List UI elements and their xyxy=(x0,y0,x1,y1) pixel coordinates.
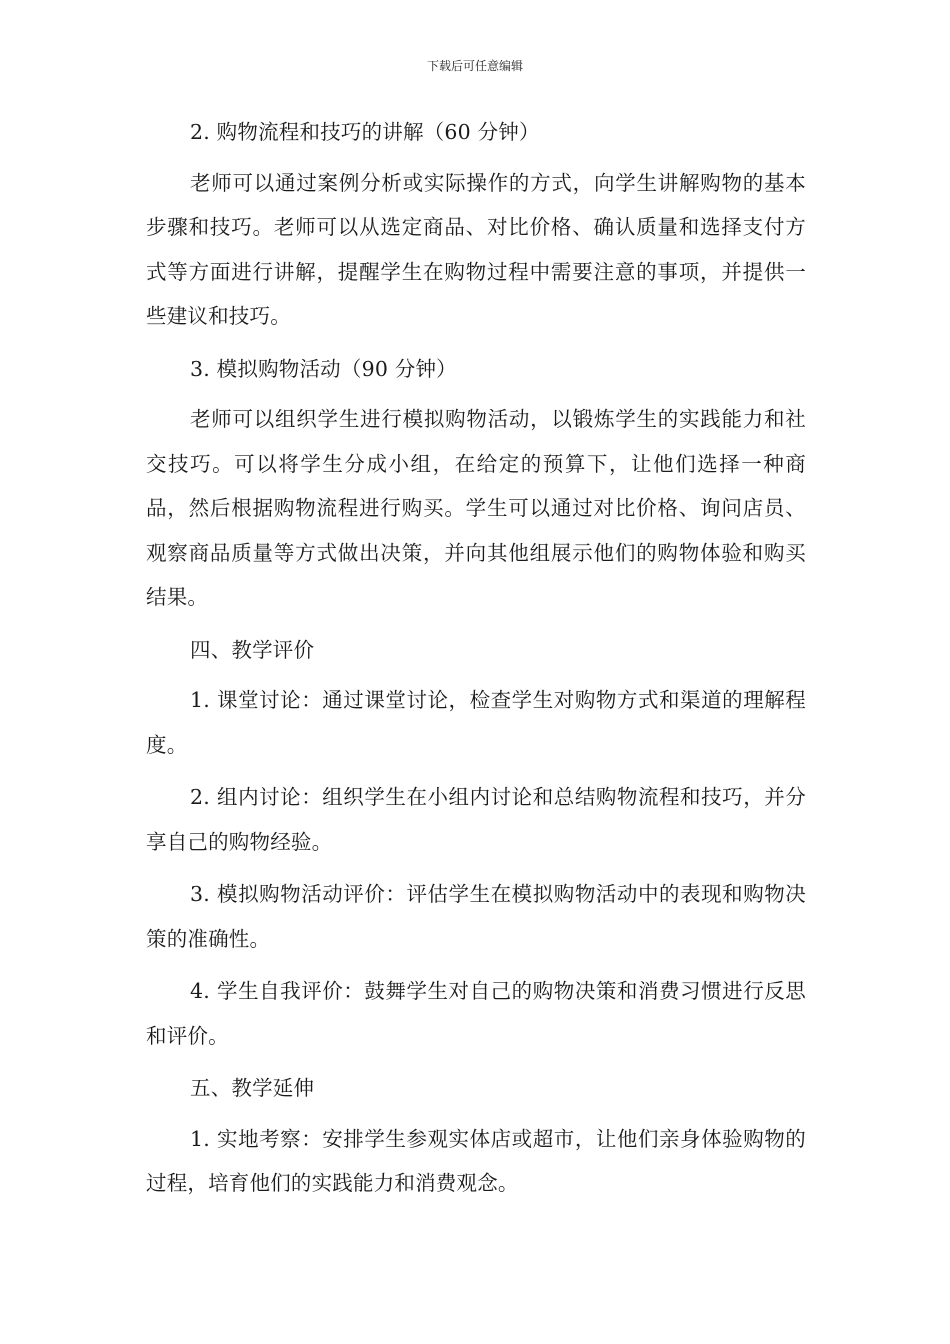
section-heading-simulated-shopping: 3. 模拟购物活动（90 分钟） xyxy=(190,356,457,381)
paragraph-simulated-shopping: 老师可以组织学生进行模拟购物活动，以锻炼学生的实践能力和社交技巧。可以将学生分成小组，在给定的预算下，让他们选择一种商品，然后根据购物流程进行购买。学生可以通过对比价格、询问店员、观察商品质量等方式做出决策，并向其他组展示他们的购物体验和购买结果。 xyxy=(146,407,806,609)
list-item-field-visit: 1. 实地考察：安排学生参观实体店或超市，让他们亲身体验购物的过程，培育他们的实践能力和消费观念。 xyxy=(146,1126,806,1195)
paragraph-shopping-process: 老师可以通过案例分析或实际操作的方式，向学生讲解购物的基本步骤和技巧。老师可以从选定商品、对比价格、确认质量和选择支付方式等方面进行讲解，提醒学生在购物过程中需要注意的事项，并提供一些建议和技巧。 xyxy=(146,170,806,328)
section-heading-shopping-process: 2. 购物流程和技巧的讲解（60 分钟） xyxy=(190,120,540,144)
section-heading-teaching-extension: 五、教学延伸 xyxy=(190,1076,315,1100)
page-header: 下载后可任意编辑 xyxy=(426,59,523,73)
document-body xyxy=(146,110,806,1214)
list-item-group-discussion: 2. 组内讨论：组织学生在小组内讨论和总结购物流程和技巧，并分享自己的购物经验。 xyxy=(146,785,806,854)
list-item-class-discussion: 1. 课堂讨论：通过课堂讨论，检查学生对购物方式和渠道的理解程度。 xyxy=(146,688,806,757)
section-heading-teaching-evaluation: 四、教学评价 xyxy=(190,637,315,662)
list-item-self-evaluation: 4. 学生自我评价：鼓舞学生对自己的购物决策和消费习惯进行反思和评价。 xyxy=(146,979,806,1048)
list-item-activity-evaluation: 3. 模拟购物活动评价：评估学生在模拟购物活动中的表现和购物决策的准确性。 xyxy=(146,882,806,951)
